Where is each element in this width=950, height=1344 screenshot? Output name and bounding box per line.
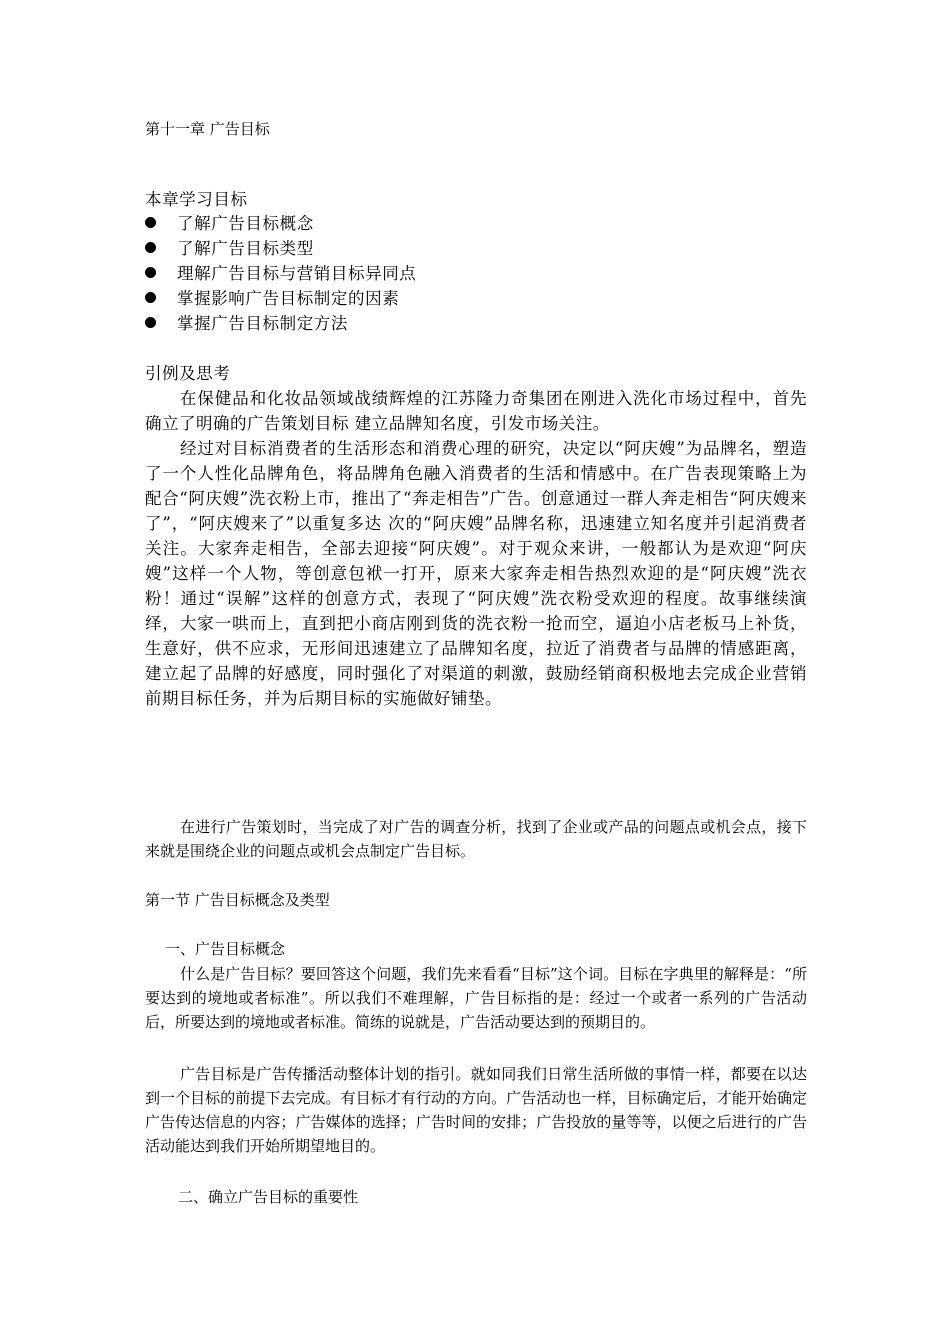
objective-text: 掌握广告目标制定方法 xyxy=(177,314,348,333)
case-paragraph: 在保健品和化妆品领域战绩辉煌的江苏隆力奇集团在刚进入洗化市场过程中，首先确立了明确的广告策划目标 建立品牌知名度，引发市场关注。 xyxy=(145,389,807,433)
intro-paragraph: 在进行广告策划时，当完成了对广告的调查分析，找到了企业或产品的问题点或机会点，接下来就是围绕企业的问题点或机会点制定广告目标。 xyxy=(145,818,807,860)
objective-text: 了解广告目标概念 xyxy=(177,214,314,233)
subsection-title: 一、广告目标概念 xyxy=(165,940,286,958)
body-paragraph: 广告目标是广告传播活动整体计划的指引。就如同我们日常生活所做的事情一样，都要在以达到一个目标的前提下去完成。有目标才有行动的方向。广告活动也一样，目标确定后，才能开始确定广告传达信息的内容；广告媒体的选择；广告时间的安排；广告投放的量等等，以便之后进行的广告活动能达到我们开始所期望地目的。 xyxy=(145,1065,807,1155)
objective-item xyxy=(145,239,314,259)
objective-item xyxy=(145,314,348,334)
case-heading: 引例及思考 xyxy=(145,364,231,383)
subsection-title: 二、确立广告目标的重要性 xyxy=(178,1188,359,1206)
objective-text: 理解广告目标与营销目标异同点 xyxy=(177,264,417,283)
objectives-heading: 本章学习目标 xyxy=(145,190,248,209)
chapter-title: 第十一章 广告目标 xyxy=(145,120,270,138)
bullet-icon xyxy=(145,317,156,328)
objective-text: 掌握影响广告目标制定的因素 xyxy=(177,289,400,308)
bullet-icon xyxy=(145,217,156,228)
body-paragraph: 什么是广告目标？要回答这个问题，我们先来看看“目标”这个词。目标在字典里的解释是：“所要达到的境地或者标准”。所以我们不难理解，广告目标指的是：经过一个或者一系列的广告活动后，所要达到的境地或者标准。简练的说就是，广告活动要达到的预期目的。 xyxy=(145,965,807,1031)
objective-item xyxy=(145,289,399,309)
bullet-icon xyxy=(145,292,156,303)
objective-text: 了解广告目标类型 xyxy=(177,239,314,258)
bullet-icon xyxy=(145,267,156,278)
bullet-icon xyxy=(145,242,156,253)
objective-item xyxy=(145,214,314,234)
objective-item xyxy=(145,264,416,284)
case-paragraph: 经过对目标消费者的生活形态和消费心理的研究，决定以“阿庆嫂”为品牌名，塑造了一个人性化品牌角色，将品牌角色融入消费者的生活和情感中。在广告表现策略上为配合“阿庆嫂”洗衣粉上市，推出了“奔走相告”广告。创意通过一群人奔走相告“阿庆嫂来了”，“阿庆嫂来了”以重复多达 次的“阿庆嫂”品牌名称，迅速建立知名度并引起消费者关注。大家奔走相告，全部去迎接“阿庆嫂”。对于观众来讲，一般都认为是欢迎“阿庆嫂”这样一个人物，等创意包袱一打开，原来大家奔走相告热烈欢迎的是“阿庆嫂”洗衣粉！通过“误解”这样的创意方式，表现了“阿庆嫂”洗衣粉受欢迎的程度。故事继续演绎，大家一哄而上，直到把小商店刚到货的洗衣粉一抢而空，逼迫小店老板马上补货，生意好，供不应求，无形间迅速建立了品牌知名度，拉近了消费者与品牌的情感距离，建立起了品牌的好感度，同时强化了对渠道的刺激，鼓励经销商积极地去完成企业营销前期目标任务，并为后期目标的实施做好铺垫。 xyxy=(145,439,807,708)
section-title: 第一节 广告目标概念及类型 xyxy=(145,891,330,909)
